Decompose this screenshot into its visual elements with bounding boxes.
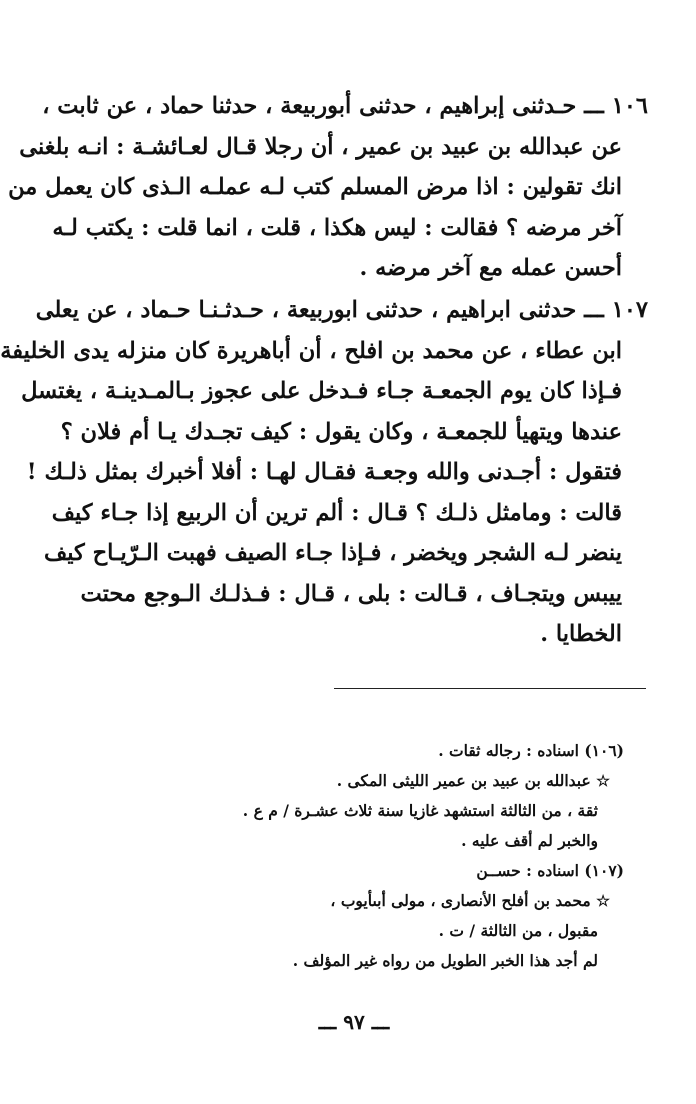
- hadith-line: ١٠٦ ـــ حـدثنى إبراهيم ، حدثنى أبوربيعة ، حدثنا حماد ، عن ثابت ،: [42, 93, 648, 119]
- hadith-line: ييبس ويتجـاف ، قـالت : بلى ، قـال : فـذلـك الـوجع محتت: [80, 580, 622, 607]
- footnote-line: ثقة ، من الثالثة استشهد غازيا سنة ثلاث عشـرة / م ع .: [242, 801, 598, 820]
- hadith-line: فـإذا كان يوم الجمعـة جـاء فـدخل على عجوز بـالمـدينـة ، يغتسل: [21, 378, 622, 404]
- footnote-line: ☆ عبدالله بن عبيد بن عمير الليثى المكى .: [336, 771, 610, 790]
- hadith-line: فتقول : أجـدنى والله وجعـة فقـال لهـا : أفلا أخبرك بمثل ذلـك !: [26, 459, 622, 485]
- footnote-line: مقبول ، من الثالثة / ت .: [438, 921, 598, 940]
- hadith-line: عندها ويتهيأ للجمعـة ، وكان يقول : كيف تجـدك يـا أم فلان ؟: [60, 418, 622, 445]
- page-number: ـــ ٩٧ ـــ: [318, 1010, 390, 1034]
- hadith-line: قالت : ومامثل ذلـك ؟ قـال : ألم ترين أن الربيع إذا جـاء كيف: [51, 499, 622, 526]
- hadith-line: ينضر لـه الشجر ويخضر ، فـإذا جـاء الصيف فهبت الـرّيـاح كيف: [43, 540, 622, 566]
- footnote-line: ☆ محمد بن أفلح الأنصارى ، مولى أبىأيوب ،: [330, 891, 610, 910]
- hadith-line: آخر مرضه ؟ فقالت : ليس هكذا ، قلت ، انما قلت : يكتب لـه: [52, 214, 622, 241]
- hadith-line: ابن عطاء ، عن محمد بن افلح ، أن أباهريرة كان منزله يدى الخليفة: [0, 337, 622, 364]
- footnote-line: والخبر لم أقف عليه .: [461, 831, 598, 850]
- hadith-line: أحسن عمله مع آخر مرضه .: [359, 255, 622, 281]
- footnote-divider: [334, 688, 646, 689]
- hadith-line: ١٠٧ ـــ حدثنى ابراهيم ، حدثنى ابوربيعة ، حـدثـنـا حـماد ، عن يعلى: [35, 297, 648, 323]
- hadith-107: [0, 290, 648, 655]
- hadith-line: عن عبدالله بن عبيد بن عمير ، أن رجلا قـال لعـائشـة : انـه بلغنى: [19, 133, 622, 160]
- footnote-line: (١٠٧) اسناده : حســن: [476, 861, 624, 880]
- hadith-line: الخطايا .: [540, 621, 622, 647]
- hadith-106: [8, 86, 648, 289]
- footnote-line: لم أجد هذا الخبر الطويل من رواه غير المؤلف .: [292, 951, 598, 970]
- footnote-line: (١٠٦) اسناده : رجاله ثقات .: [438, 741, 624, 760]
- footnotes: [72, 736, 624, 976]
- hadith-line: انك تقولين : اذا مرض المسلم كتب لـه عملـه الـذى كان يعمل من: [8, 174, 622, 200]
